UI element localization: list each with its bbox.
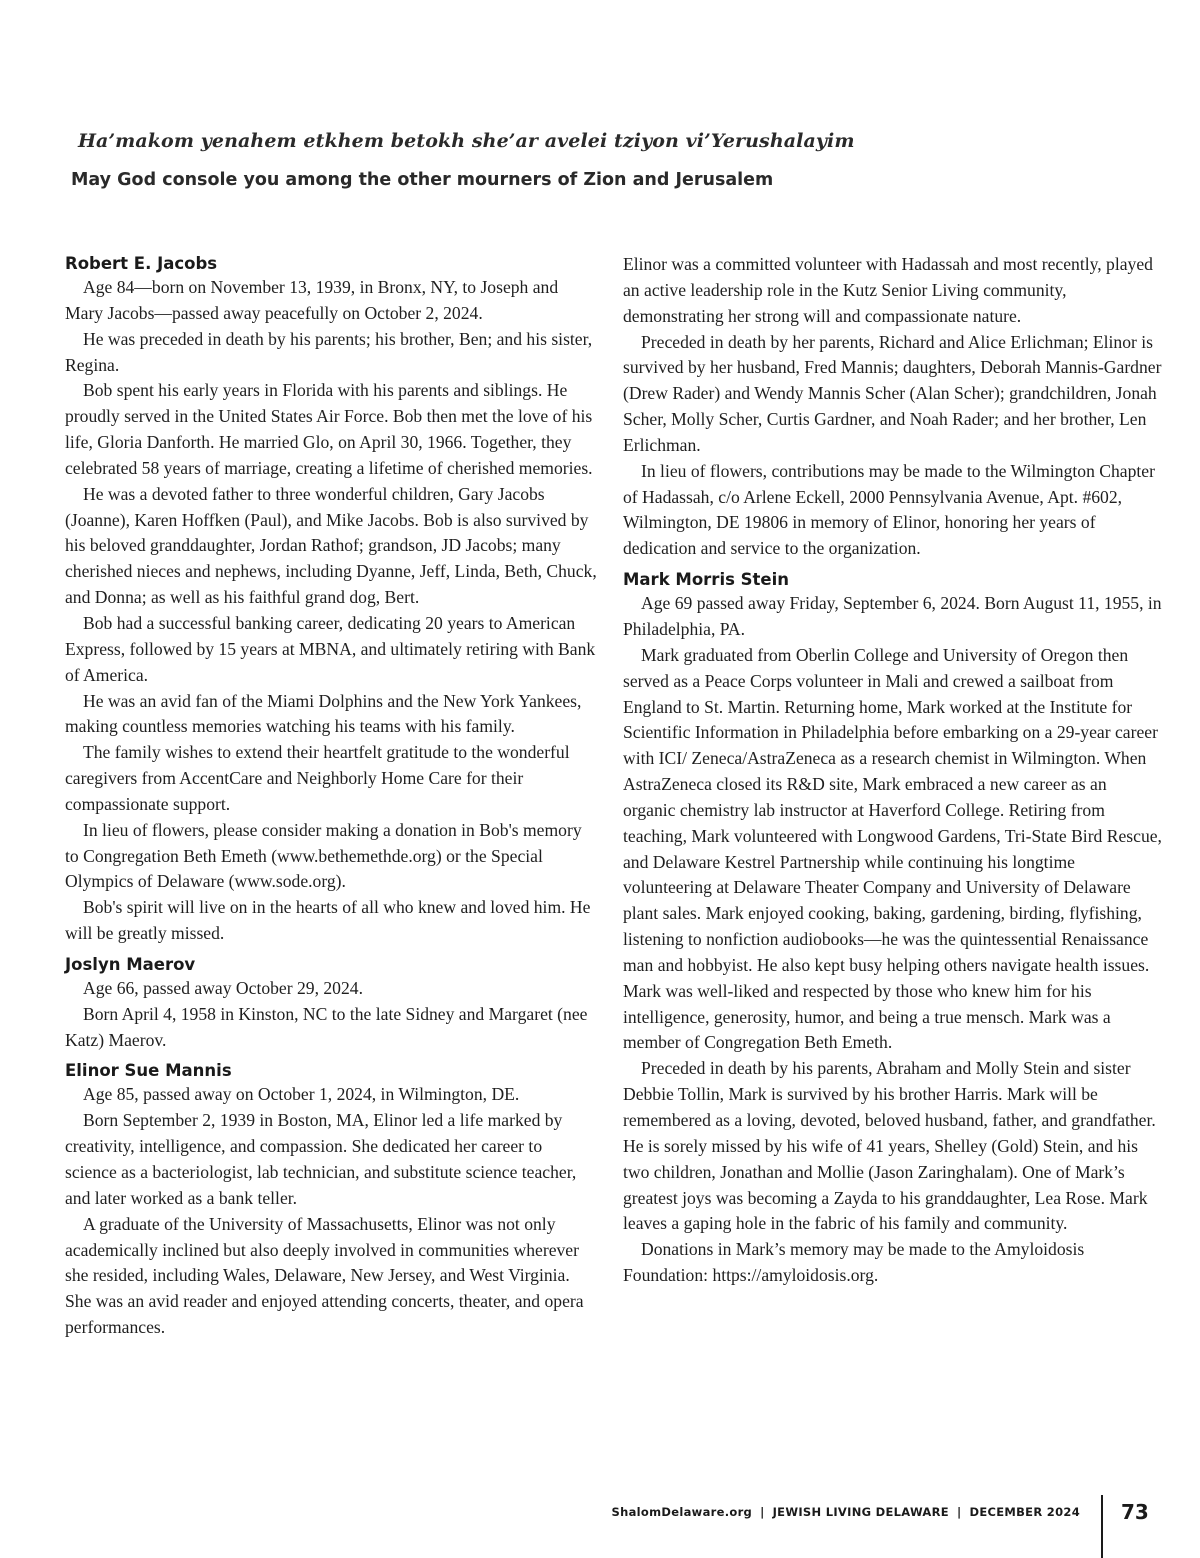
header-transliteration: Ha’makom yenahem etkhem betokh she’ar avelei tziyon vi’Yerushalayim <box>78 130 855 152</box>
obituary-paragraph: Preceded in death by his parents, Abraham and Molly Stein and sister Debbie Tollin, Mark is survived by his brother Harris. Mark will be remembered as a loving, devoted, beloved husband, father, and grandfather. He is sorely missed by his wife of 41 years, Shelley (Gold) Stein, and his two children, Jonathan and Mollie (Jason Zaringhalam). One of Mark’s greatest joys was becoming a Zayda to his granddaughter, Lea Rose. Mark leaves a gaping hole in the fabric of his family and community. <box>623 1058 1156 1234</box>
footer-divider <box>1101 1495 1103 1558</box>
obituary-paragraph: Bob's spirit will live on in the hearts of all who knew and loved him. He will be greatly missed. <box>65 897 591 944</box>
page-number: 73 <box>1121 1500 1149 1524</box>
obituary-paragraph: Age 85, passed away on October 1, 2024, in Wilmington, DE. <box>83 1084 520 1105</box>
obituary-name-maerov: Joslyn Maerov <box>65 954 196 974</box>
page-footer <box>612 1505 1080 1519</box>
footer-site: ShalomDelaware.org <box>611 1505 753 1519</box>
obituary-name-stein: Mark Morris Stein <box>623 570 790 590</box>
obituary-paragraph: Bob had a successful banking career, dedicating 20 years to American Express, followed by 15 years at MBNA, and ultimately retiring with Bank of America. <box>65 612 596 685</box>
obituary-paragraph: Preceded in death by her parents, Richard and Alice Erlichman; Elinor is survived by her husband, Fred Mannis; daughters, Deborah Mannis-Gardner (Drew Rader) and Wendy Mannis Scher (Alan Scher); grandchildren, Jonah Scher, Molly Scher, Curtis Gardner, and Noah Rader; and her brother, Len Erlichman. <box>623 331 1162 455</box>
obituary-paragraph: He was a devoted father to three wonderful children, Gary Jacobs (Joanne), Karen Hoffken (Paul), and Mike Jacobs. Bob is also survived by his beloved granddaughter, Jordan Rathof; grandson, JD Jacobs; many cherished nieces and nephews, including Dyanne, Jeff, Linda, Beth, Chuck, and Donna; as well as his faithful grand dog, Bert. <box>65 483 597 608</box>
obituary-paragraph: In lieu of flowers, please consider making a donation in Bob's memory to Congregation Beth Emeth (www.bethemethde.org) or the Special Olympics of Delaware (www.sode.org). <box>65 819 582 892</box>
obituary-paragraph: In lieu of flowers, contributions may be made to the Wilmington Chapter of Hadassah, c/o Arlene Eckell, 2000 Pennsylvania Avenue, Apt. #602, Wilmington, DE 19806 in memory of Elinor, honoring her years of dedication and service to the organization. <box>623 460 1155 559</box>
obituary-paragraph: Mark graduated from Oberlin College and University of Oregon then served as a Peace Corps volunteer in Mali and crewed a sailboat from England to St. Martin. Returning home, Mark worked at the Institute for Scientific Information in Philadelphia before embarking on a 29-year career with ICI/ Zeneca/AstraZeneca as a research chemist in Wilmington. When AstraZeneca closed its R&D site, Mark embraced a new career as an organic chemistry lab instructor at Haverford College. Retiring from teaching, Mark volunteered with Longwood Gardens, Tri-State Bird Rescue, and Delaware Kestrel Partnership while continuing his longtime volunteering at Delaware Theater Company and University of Delaware plant sales. Mark enjoyed cooking, baking, gardening, birding, flyfishing, listening to nonfiction audiobooks—he was the quintessential Renaissance man and hobbyist. He also kept busy helping others navigate health issues. Mark was well-liked and respected by those who knew him for his intelligence, generosity, humor, and being a true mensch. Mark was a member of Congregation Beth Emeth. <box>623 644 1162 1053</box>
obituary-name-mannis: Elinor Sue Mannis <box>65 1061 232 1081</box>
obituary-paragraph: He was an avid fan of the Miami Dolphins and the New York Yankees, making countless memories watching his teams with his family. <box>65 690 582 737</box>
footer-separator: | <box>760 1505 765 1519</box>
obituary-paragraph: Born September 2, 1939 in Boston, MA, Elinor led a life marked by creativity, intelligence, and compassion. She dedicated her career to science as a bacteriologist, lab technician, and substitute science teacher, and later worked as a bank teller. <box>65 1110 577 1208</box>
left-column <box>65 252 597 1341</box>
footer-publication: JEWISH LIVING DELAWARE <box>772 1505 949 1519</box>
obituary-paragraph: Elinor was a committed volunteer with Hadassah and most recently, played an active leadership role in the Kutz Senior Living community, demonstrating her strong will and compassionate nature. <box>623 254 1153 326</box>
obituary-paragraph: Born April 4, 1958 in Kinston, NC to the late Sidney and Margaret (nee Katz) Maerov. <box>65 1003 588 1050</box>
obituary-paragraph: Age 84—born on November 13, 1939, in Bronx, NY, to Joseph and Mary Jacobs—passed away peacefully on October 2, 2024. <box>65 277 559 323</box>
obituary-paragraph: The family wishes to extend their heartfelt gratitude to the wonderful caregivers from AccentCare and Neighborly Home Care for their compassionate support. <box>65 742 570 814</box>
obituary-paragraph: Bob spent his early years in Florida with his parents and siblings. He proudly served in the United States Air Force. Bob then met the love of his life, Gloria Danforth. He married Glo, on April 30, 1966. Together, they celebrated 58 years of marriage, creating a lifetime of cherished memories. <box>65 380 593 478</box>
obituary-paragraph: Age 69 passed away Friday, September 6, 2024. Born August 11, 1955, in Philadelphia, PA. <box>623 593 1162 639</box>
footer-issue: DECEMBER 2024 <box>969 1505 1080 1519</box>
obituary-paragraph: A graduate of the University of Massachusetts, Elinor was not only academically inclined but also deeply involved in communities wherever she resided, including Wales, Delaware, New Jersey, and West Virginia. She was an avid reader and enjoyed attending concerts, theater, and opera performances. <box>65 1213 584 1338</box>
obituary-name-jacobs: Robert E. Jacobs <box>65 254 218 273</box>
obituary-paragraph: Age 66, passed away October 29, 2024. <box>83 977 363 998</box>
right-column <box>623 252 1163 1289</box>
header-translation: May God console you among the other mourners of Zion and Jerusalem <box>71 170 774 190</box>
obituary-paragraph: Donations in Mark’s memory may be made to the Amyloidosis Foundation: https://amyloidosis.org. <box>623 1239 1085 1286</box>
footer-separator: | <box>956 1505 962 1519</box>
obituary-paragraph: He was preceded in death by his parents; his brother, Ben; and his sister, Regina. <box>65 328 593 375</box>
